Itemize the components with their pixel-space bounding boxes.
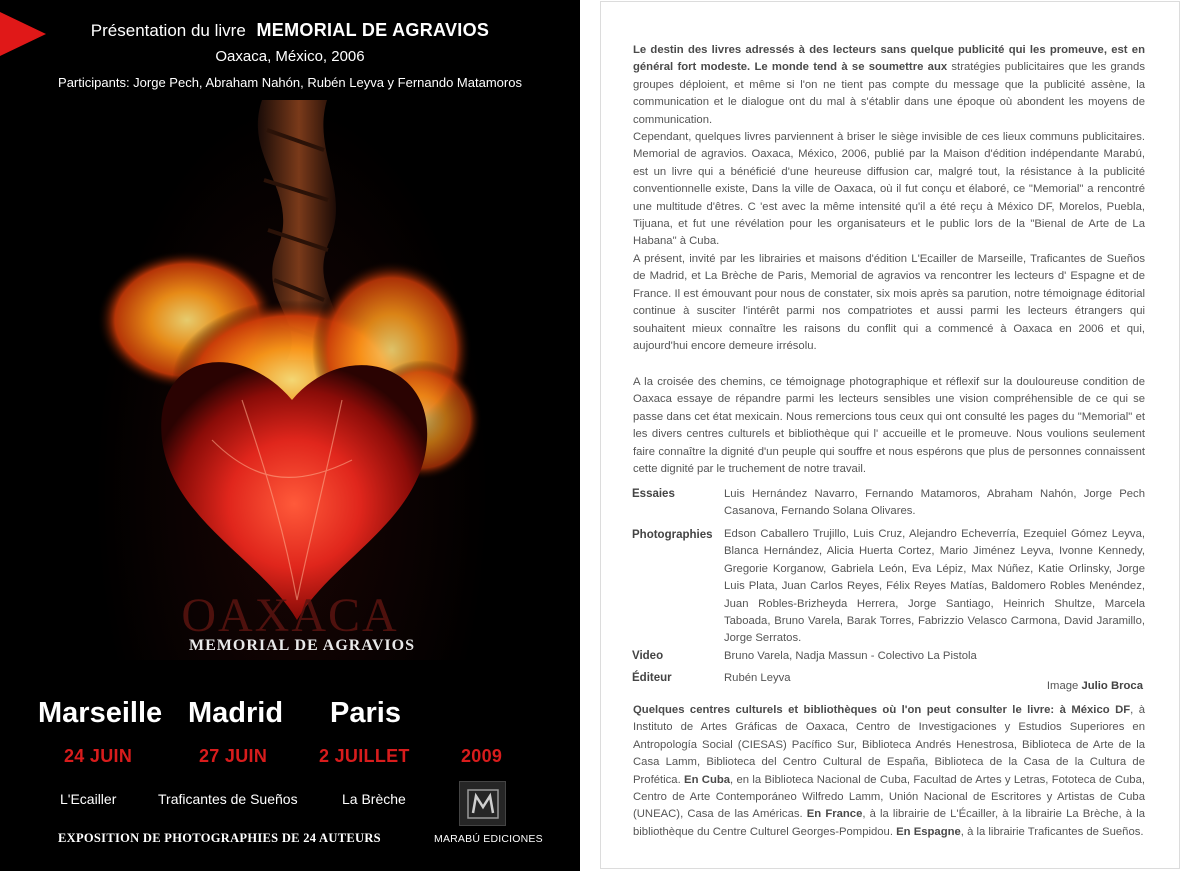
libraries-france-label: En France [806,808,863,821]
date-madrid: 27 JUIN [199,746,268,766]
heart-shape [161,362,427,620]
libraries-paragraph [633,702,1145,841]
venue-paris: La Brèche [342,791,406,807]
city-marseille: Marseille [38,697,163,729]
paragraph-2: Cependant, quelques livres parviennent à briser le siège invisible de ces lieux communs publicitaires. Memorial de agravios. Oaxaca, México, 2006, publié par la Maison d'édition indépendante Marabú, est un livre qui a bénéficié d'une heureuse diffusion car, malgré tout, la résistance à la publicité conventionnelle existe, Dans la ville de Oaxaca, où il fut conçu et élaboré, ce "Memorial" a rencontré une multitude d'êtres. C 'est avec la même intensité qu'il a été reçu à México DF, Morelos, Puebla, Tijuana, et fut une révélation pour les organisateurs et le public lors de la "Bienal de Arte de La Habana" à Cuba. [633,131,1145,248]
essaies-value: Luis Hernández Navarro, Fernando Matamoros, Abraham Nahón, Jorge Pech Casanova, Fernando Solana Olivares. [724,488,1145,518]
paragraph-1-rest: stratégies publicitaires que les grands groupes déploient, et même si l'on ne tient pas compte du message que la publicité assène, la communication et le dialogue ont du mal à s'établir dans une époque où abondent les moyens de communication. [633,61,1145,126]
libraries-intro: Quelques centres culturels et bibliothèques où l'on peut consulter le livre: à México DF [633,704,1131,716]
paragraph-1 [633,42,1145,129]
libraries-cuba: , en la Biblioteca Nacional de Cuba, Facultad de Artes y Letras, Fototeca de Cuba, Centro de Arte Contemporáneo Wilfredo Lamm, Unión Nacional de Escritores y Artistas de Cuba (UNEAC), Casa de las Américas. [633,773,1145,821]
photographies-value: Edson Caballero Trujillo, Luis Cruz, Alejandro Echeverría, Ezequiel Gómez Leyva, Blanca Hernández, Alicia Huerta Cortez, Mario Jiménez Leyva, Ivonne Kennedy, Gregorie Korganow, Gabriela León, Eva Lépiz, Max Núñez, Katie Orlinsky, Jorge Luis Plata, Juan Carlos Reyes, Félix Reyes Matías, Baldomero Robles Menéndez, Juan Robles-Brizheyda Herrera, Jorge Santiago, Heinrich Shultze, Marcela Taboada, Bruno Varela, Barak Torres, Fabrizzio Velasco Carmona, David Jaramillo, Jorge Serratos. [724,528,1145,645]
date-paris: 2 JUILLET [319,746,410,766]
photographies-label: Photographies [632,529,713,541]
event-year: 2009 [461,746,503,766]
publisher-name: MARABÚ EDICIONES [434,833,543,845]
libraries-spain: , à la librairie Traficantes de Sueños. [960,825,1144,838]
libraries-france: , à la librairie de L'Écailler, à la librairie La Brèche, à la bibliothèque du Centre Culturel Georges-Pompidou. [633,808,1145,838]
exposition-line: EXPOSITION DE PHOTOGRAPHIES DE 24 AUTEURS [58,831,381,845]
presentation-label: Présentation du livre [90,21,246,40]
libraries-spain-label: En Espagne [896,825,961,838]
paragraph-1-bold: Le destin des livres adressés à des lecteurs sans quelque publicité qui les promeuve, est en général fort modeste. Le monde tend à se soumettre aux [633,44,1145,74]
paragraph-3: A présent, invité par les librairies et maisons d'édition L'Ecailler de Marseille, Traficantes de Sueños de Madrid, et La Brèche de Paris, Memorial de agravios va rencontrer les lecteurs d' Espagne et de France. Il est émouvant pour nous de constater, six mois après sa parution, notre témoignage éditorial continue à susciter l'intérêt parmi nos compatriotes et aussi parmi les lecteurs étrangers qui souhaitent mieux connaître les raisons du conflit qui a commencé à Oaxaca en 2006 et qui, aujourd'hui encore demeure irrésolu. [633,253,1145,353]
venue-marseille: L'Ecailler [60,791,117,807]
libraries-cuba-label: En Cuba [684,773,731,786]
cover-title: OAXACA [181,589,399,642]
image-credit-label: Image [1046,680,1079,692]
essaies-label: Essaies [632,488,675,500]
editeur-value: Rubén Leyva [724,672,791,684]
date-marseille: 24 JUIN [64,746,133,766]
video-label: Video [632,650,664,662]
paragraph-4: A la croisée des chemins, ce témoignage photographique et réflexif sur la douloureuse condition de Oaxaca essaye de répandre parmi les lecteurs sensibles une vision compréhensible de ce qui se passe dans cet état mexicain. Nous remercions tous ceux qui ont consulté les pages du "Memorial" et les divers centres culturels et bibliothèque qui l' accueille et le promeuve. Nous voulions seulement faire connaître la dignité d'un peuple qui souffre et nous espérons que plus de personnes connaissent cette dignité par le truchement de notre travail. [633,376,1145,476]
place-year: Oaxaca, México, 2006 [215,48,365,65]
venue-madrid: Traficantes de Sueños [158,791,298,807]
video-value: Bruno Varela, Nadja Massun - Colectivo La Pistola [724,650,977,662]
text-page [600,1,1180,869]
editeur-label: Éditeur [632,672,672,684]
event-poster [0,0,580,871]
image-credit [1047,680,1143,692]
book-title: MEMORIAL DE AGRAVIOS [256,20,490,40]
image-credit-author: Julio Broca [1081,680,1143,692]
city-paris: Paris [330,697,401,729]
libraries-mexico: , à Instituto de Artes Gráficas de Oaxaca, Centro de Investigaciones y Estudios Superiores en Antropología Social (CIESAS) Pacífico Sur, Biblioteca Andrés Henestrosa, Biblioteca de Arte de la Casa Lamm, Biblioteca del Centro Cultural de España, Biblioteca de la Casa de la Cultura de Profética. [633,704,1146,786]
cover-subtitle: MEMORIAL DE AGRAVIOS [189,637,415,654]
presentation-line [0,20,580,41]
flaming-heart-artwork [92,100,492,660]
city-madrid: Madrid [188,697,284,729]
participants: Participants: Jorge Pech, Abraham Nahón, Rubén Leyva y Fernando Matamoros [58,75,522,90]
publisher-logo-icon [459,781,506,826]
